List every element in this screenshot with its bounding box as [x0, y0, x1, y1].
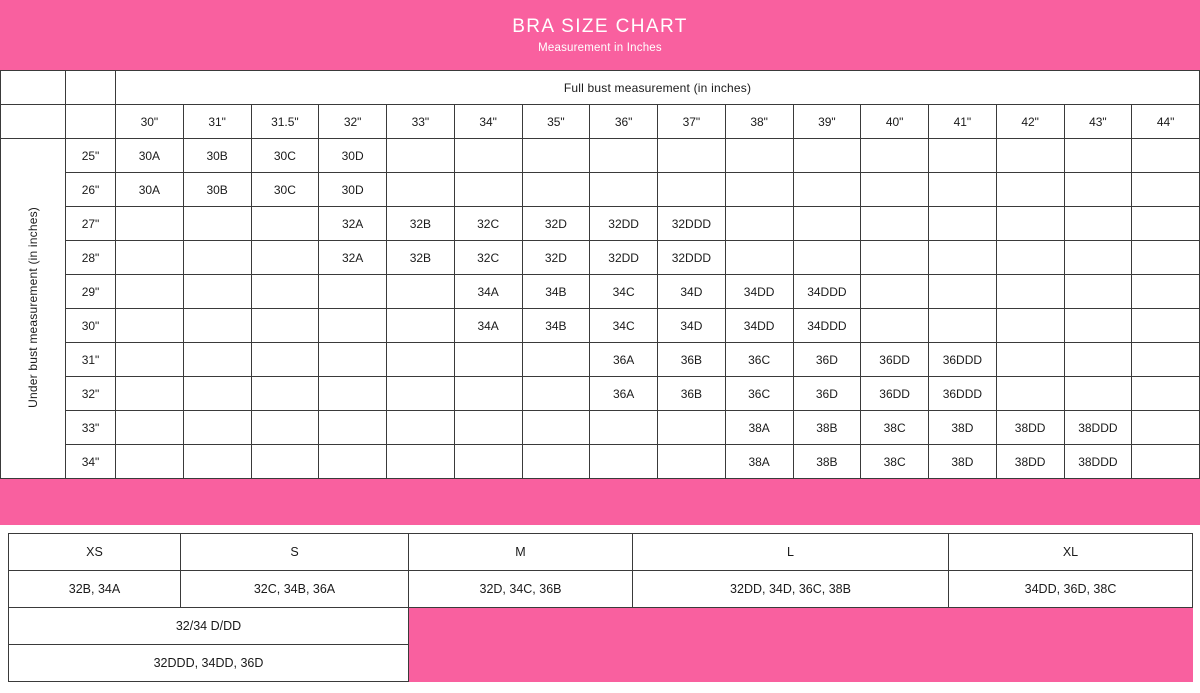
table-row	[1, 275, 1200, 309]
size-group-extra-cell: 32DDD, 34DD, 36D	[9, 645, 409, 682]
page-subtitle: Measurement in Inches	[538, 42, 662, 54]
size-cell: 36A	[590, 377, 658, 411]
empty-cell	[1132, 173, 1200, 207]
empty-cell	[996, 309, 1064, 343]
empty-cell	[590, 173, 658, 207]
row-header: 27"	[66, 207, 116, 241]
empty-cell	[996, 139, 1064, 173]
size-cell: 34D	[658, 275, 726, 309]
empty-cell	[319, 309, 387, 343]
empty-cell	[929, 241, 997, 275]
size-cell: 36C	[725, 343, 793, 377]
size-cell: 38DDD	[1064, 411, 1132, 445]
table-row	[1, 207, 1200, 241]
empty-cell	[1132, 445, 1200, 479]
empty-cell	[929, 139, 997, 173]
empty-cell	[409, 645, 633, 682]
empty-cell	[387, 139, 455, 173]
empty-cell	[1064, 139, 1132, 173]
empty-cell	[929, 309, 997, 343]
corner-spacer-2	[66, 71, 116, 105]
size-cell: 36DDD	[929, 343, 997, 377]
size-header: L	[633, 534, 949, 571]
size-group-cell: 34DD, 36D, 38C	[949, 571, 1193, 608]
size-cell: 38B	[793, 445, 861, 479]
table-row	[1, 445, 1200, 479]
table-row	[1, 139, 1200, 173]
empty-cell	[522, 343, 590, 377]
size-cell: 30C	[251, 139, 319, 173]
column-header: 30"	[116, 105, 184, 139]
row-header: 25"	[66, 139, 116, 173]
empty-cell	[1064, 275, 1132, 309]
row-header: 34"	[66, 445, 116, 479]
column-header: 42"	[996, 105, 1064, 139]
title-band	[0, 0, 1200, 70]
empty-cell	[949, 645, 1193, 682]
empty-cell	[996, 207, 1064, 241]
size-cell: 34DDD	[793, 309, 861, 343]
size-cell: 38B	[793, 411, 861, 445]
column-header: 39"	[793, 105, 861, 139]
size-cell: 32B	[387, 241, 455, 275]
empty-cell	[454, 343, 522, 377]
row-header: 32"	[66, 377, 116, 411]
empty-cell	[996, 241, 1064, 275]
empty-cell	[1064, 309, 1132, 343]
table-row-extra-2	[9, 645, 1193, 682]
size-cell: 36DDD	[929, 377, 997, 411]
row-header: 26"	[66, 173, 116, 207]
empty-cell	[658, 411, 726, 445]
size-cell: 34B	[522, 309, 590, 343]
empty-cell	[116, 411, 184, 445]
empty-cell	[1064, 207, 1132, 241]
empty-cell	[251, 377, 319, 411]
size-cell: 36C	[725, 377, 793, 411]
size-header: S	[181, 534, 409, 571]
empty-cell	[251, 207, 319, 241]
empty-cell	[251, 241, 319, 275]
empty-cell	[387, 275, 455, 309]
size-group-cell: 32C, 34B, 36A	[181, 571, 409, 608]
empty-cell	[861, 309, 929, 343]
column-header: 31.5"	[251, 105, 319, 139]
size-group-cell: 32D, 34C, 36B	[409, 571, 633, 608]
column-header: 38"	[725, 105, 793, 139]
empty-cell	[183, 207, 251, 241]
empty-cell	[454, 377, 522, 411]
empty-cell	[116, 207, 184, 241]
empty-cell	[522, 139, 590, 173]
empty-cell	[522, 173, 590, 207]
row-header: 31"	[66, 343, 116, 377]
size-cell: 36DD	[861, 377, 929, 411]
empty-cell	[1064, 343, 1132, 377]
column-header: 44"	[1132, 105, 1200, 139]
empty-cell	[409, 608, 633, 645]
table-row	[1, 377, 1200, 411]
size-matrix-table	[0, 70, 1200, 479]
column-header: 36"	[590, 105, 658, 139]
table-row-extra-1	[9, 608, 1193, 645]
corner-spacer	[1, 71, 66, 105]
size-header: M	[409, 534, 633, 571]
column-header: 35"	[522, 105, 590, 139]
empty-cell	[183, 377, 251, 411]
empty-cell	[251, 445, 319, 479]
empty-cell	[929, 275, 997, 309]
empty-cell	[387, 377, 455, 411]
table-row-size-values	[9, 571, 1193, 608]
empty-cell	[387, 173, 455, 207]
size-cell: 34C	[590, 309, 658, 343]
empty-cell	[454, 411, 522, 445]
empty-cell	[861, 207, 929, 241]
empty-cell	[319, 275, 387, 309]
empty-cell	[725, 241, 793, 275]
empty-cell	[183, 343, 251, 377]
empty-cell	[1132, 275, 1200, 309]
empty-cell	[725, 173, 793, 207]
size-cell: 32DD	[590, 241, 658, 275]
empty-cell	[929, 207, 997, 241]
empty-cell	[183, 275, 251, 309]
column-header: 34"	[454, 105, 522, 139]
size-cell: 38DDD	[1064, 445, 1132, 479]
table-row-column-headers	[1, 105, 1200, 139]
empty-cell	[658, 139, 726, 173]
size-cell: 38D	[929, 445, 997, 479]
size-cell: 32DDD	[658, 241, 726, 275]
size-cell: 36D	[793, 343, 861, 377]
empty-cell	[929, 173, 997, 207]
table-row-column-group-header	[1, 71, 1200, 105]
empty-cell	[116, 445, 184, 479]
empty-cell	[183, 445, 251, 479]
empty-cell	[793, 139, 861, 173]
size-cell: 34C	[590, 275, 658, 309]
empty-cell	[251, 309, 319, 343]
size-cell: 38D	[929, 411, 997, 445]
empty-cell	[319, 411, 387, 445]
size-cell: 32C	[454, 241, 522, 275]
empty-cell	[387, 309, 455, 343]
empty-cell	[725, 139, 793, 173]
size-cell: 32C	[454, 207, 522, 241]
size-cell: 32A	[319, 207, 387, 241]
table-row	[1, 411, 1200, 445]
empty-cell	[183, 309, 251, 343]
size-cell: 32DD	[590, 207, 658, 241]
empty-cell	[454, 445, 522, 479]
empty-cell	[319, 445, 387, 479]
empty-cell	[116, 343, 184, 377]
size-cell: 36D	[793, 377, 861, 411]
empty-cell	[1132, 377, 1200, 411]
size-cell: 30A	[116, 173, 184, 207]
empty-cell	[590, 139, 658, 173]
empty-cell	[861, 275, 929, 309]
size-group-area	[0, 533, 1200, 693]
corner-spacer-4	[66, 105, 116, 139]
empty-cell	[793, 241, 861, 275]
table-row	[1, 173, 1200, 207]
row-header: 30"	[66, 309, 116, 343]
empty-cell	[996, 343, 1064, 377]
empty-cell	[251, 275, 319, 309]
empty-cell	[590, 445, 658, 479]
size-cell: 38A	[725, 411, 793, 445]
empty-cell	[319, 343, 387, 377]
size-cell: 36A	[590, 343, 658, 377]
table-row	[1, 343, 1200, 377]
empty-cell	[658, 173, 726, 207]
empty-cell	[116, 275, 184, 309]
size-cell: 34DDD	[793, 275, 861, 309]
size-cell: 34DD	[725, 309, 793, 343]
column-header: 37"	[658, 105, 726, 139]
size-group-cell: 32B, 34A	[9, 571, 181, 608]
size-cell: 36DD	[861, 343, 929, 377]
empty-cell	[522, 411, 590, 445]
size-cell: 38C	[861, 445, 929, 479]
empty-cell	[633, 645, 949, 682]
size-cell: 34B	[522, 275, 590, 309]
empty-cell	[793, 207, 861, 241]
empty-cell	[522, 377, 590, 411]
column-header: 40"	[861, 105, 929, 139]
size-cell: 32D	[522, 241, 590, 275]
empty-cell	[1132, 411, 1200, 445]
empty-cell	[1064, 173, 1132, 207]
corner-spacer-3	[1, 105, 66, 139]
row-axis-label-text: Under bust measurement (in inches)	[26, 206, 40, 408]
size-cell: 38DD	[996, 411, 1064, 445]
size-header: XS	[9, 534, 181, 571]
size-cell: 38A	[725, 445, 793, 479]
empty-cell	[793, 173, 861, 207]
empty-cell	[861, 139, 929, 173]
size-cell: 34DD	[725, 275, 793, 309]
empty-cell	[1132, 139, 1200, 173]
column-header: 43"	[1064, 105, 1132, 139]
size-cell: 30D	[319, 139, 387, 173]
empty-cell	[996, 173, 1064, 207]
empty-cell	[183, 241, 251, 275]
size-cell: 30A	[116, 139, 184, 173]
empty-cell	[116, 309, 184, 343]
empty-cell	[387, 445, 455, 479]
size-group-extra-cell: 32/34 D/DD	[9, 608, 409, 645]
size-cell: 38C	[861, 411, 929, 445]
empty-cell	[996, 275, 1064, 309]
empty-cell	[454, 173, 522, 207]
empty-cell	[590, 411, 658, 445]
empty-cell	[183, 411, 251, 445]
row-header: 29"	[66, 275, 116, 309]
empty-cell	[454, 139, 522, 173]
size-cell: 32D	[522, 207, 590, 241]
empty-cell	[319, 377, 387, 411]
size-cell: 30D	[319, 173, 387, 207]
empty-cell	[387, 343, 455, 377]
empty-cell	[522, 445, 590, 479]
column-header: 32"	[319, 105, 387, 139]
size-cell: 30C	[251, 173, 319, 207]
size-cell: 32B	[387, 207, 455, 241]
empty-cell	[996, 377, 1064, 411]
empty-cell	[251, 343, 319, 377]
size-cell: 30B	[183, 139, 251, 173]
empty-cell	[861, 241, 929, 275]
size-cell: 32A	[319, 241, 387, 275]
size-cell: 30B	[183, 173, 251, 207]
empty-cell	[251, 411, 319, 445]
page-title: BRA SIZE CHART	[512, 16, 688, 37]
table-row-size-headers	[9, 534, 1193, 571]
size-cell: 36B	[658, 377, 726, 411]
empty-cell	[1132, 343, 1200, 377]
row-header: 33"	[66, 411, 116, 445]
size-group-cell: 32DD, 34D, 36C, 38B	[633, 571, 949, 608]
table-row	[1, 309, 1200, 343]
column-header: 31"	[183, 105, 251, 139]
column-header: 41"	[929, 105, 997, 139]
empty-cell	[725, 207, 793, 241]
empty-cell	[116, 241, 184, 275]
size-cell: 34D	[658, 309, 726, 343]
size-cell: 36B	[658, 343, 726, 377]
size-cell: 34A	[454, 309, 522, 343]
size-matrix-area	[0, 70, 1200, 525]
empty-cell	[658, 445, 726, 479]
column-header: 33"	[387, 105, 455, 139]
size-cell: 32DDD	[658, 207, 726, 241]
empty-cell	[116, 377, 184, 411]
empty-cell	[1132, 241, 1200, 275]
size-cell: 34A	[454, 275, 522, 309]
row-header: 28"	[66, 241, 116, 275]
empty-cell	[1132, 309, 1200, 343]
empty-cell	[949, 608, 1193, 645]
empty-cell	[1064, 377, 1132, 411]
empty-cell	[1132, 207, 1200, 241]
size-header: XL	[949, 534, 1193, 571]
empty-cell	[861, 173, 929, 207]
empty-cell	[387, 411, 455, 445]
empty-cell	[1064, 241, 1132, 275]
size-group-table	[8, 533, 1193, 682]
row-axis-label	[1, 139, 66, 479]
empty-cell	[633, 608, 949, 645]
table-row	[1, 241, 1200, 275]
size-cell: 38DD	[996, 445, 1064, 479]
column-axis-label: Full bust measurement (in inches)	[116, 71, 1200, 105]
